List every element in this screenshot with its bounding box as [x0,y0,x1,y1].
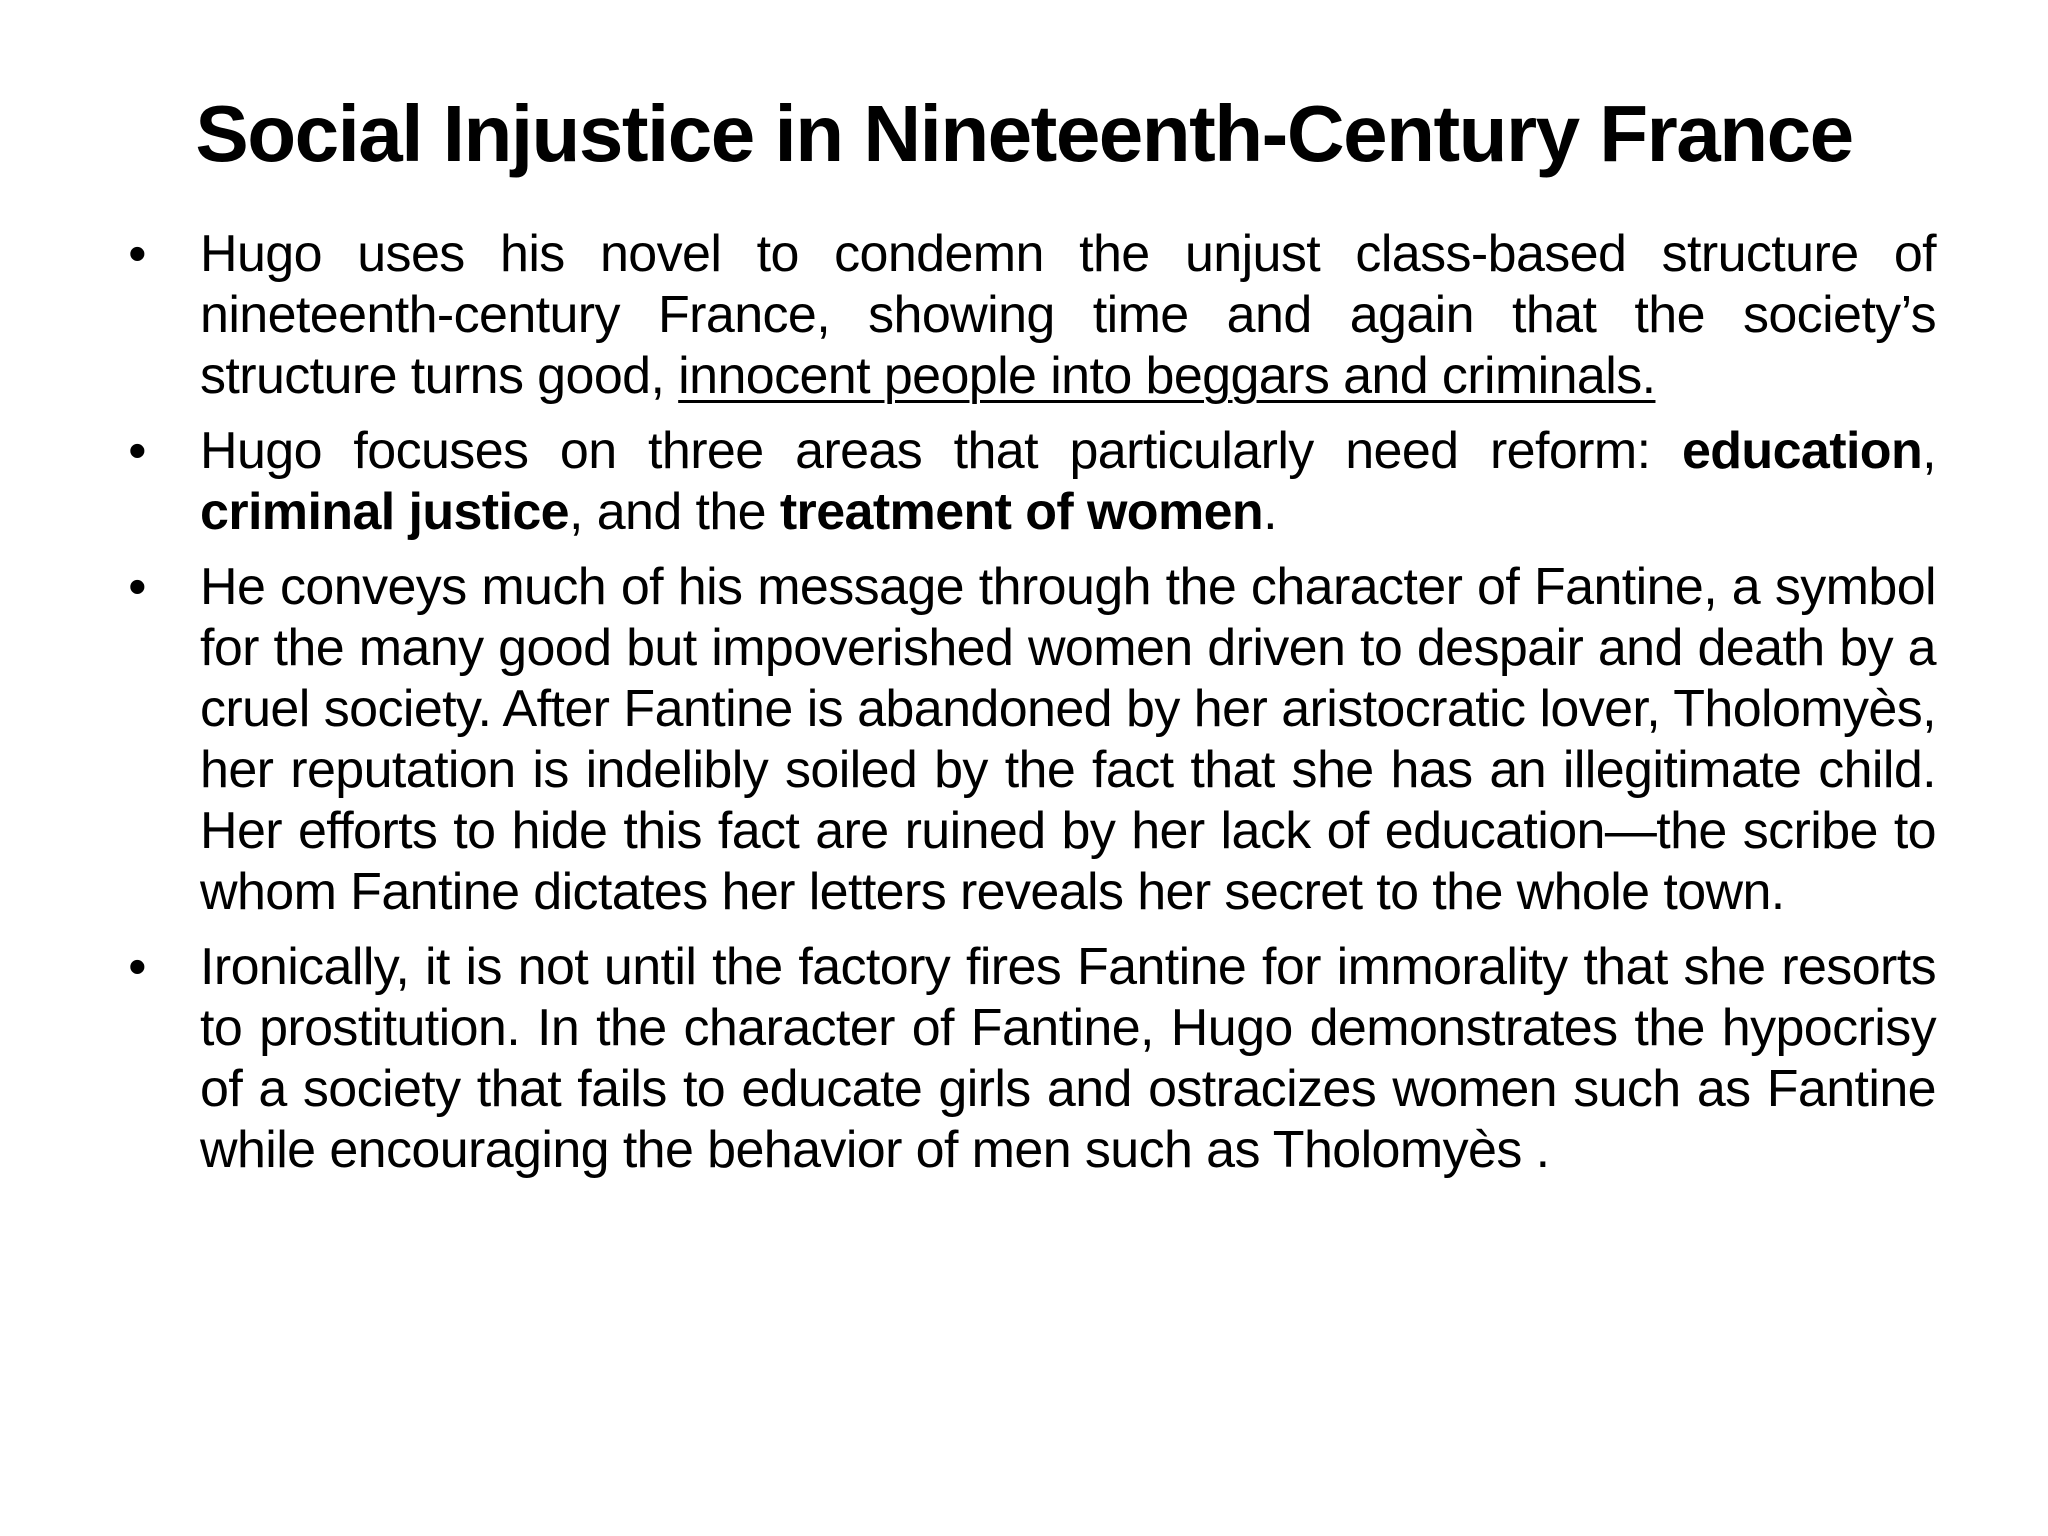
bullet-text: Ironically, it is not until the factory fires Fantine for immorality that she resorts to prostitution. In the character of Fantine, Hugo demonstrates the hypocrisy of a society that fails to educate girls and ostracizes women such as Fantine while encouraging the behavior of men such as Tholomyès . [200,938,1936,1179]
reform-area-education: education [1681,422,1923,480]
text-separator: , and the [569,483,780,541]
underlined-phrase: innocent people into beggars and criminals. [678,347,1656,405]
bullet-marker: • [128,225,146,283]
bullet-text: Hugo uses his novel to condemn the unjust class-based structure of nineteenth-century France, showing time and again that the society’s structure turns good, [200,225,1936,405]
bullet-item-reform-areas [128,421,1936,543]
bullet-text: He conveys much of his message through the character of Fantine, a symbol for the many good but impoverished women driven to despair and death by a cruel society. After Fantine is abandoned by her aristocratic lover, Tholomyès, her reputation is indelibly soiled by the fact that she has an illegitimate child. Her efforts to hide this fact are ruined by her lack of education—the scribe to whom Fantine dictates her letters reveals her secret to the whole town. [200,558,1936,921]
bullet-text: Hugo focuses on three areas that particularly need reform: [200,422,1682,480]
bullet-item-class-structure [128,224,1936,407]
bullet-marker: • [128,938,146,996]
bullet-item-fantine-message [128,557,1936,923]
text-ending: . [1263,483,1277,541]
bullet-marker: • [128,422,146,480]
slide-title: Social Injustice in Nineteenth-Century France [195,89,1853,178]
reform-area-treatment-of-women: treatment of women [779,483,1264,541]
reform-area-criminal-justice: criminal justice [200,483,569,541]
text-separator: , [1922,422,1936,480]
bullet-marker: • [128,558,146,616]
bullet-list [128,224,1936,1195]
bullet-item-hypocrisy [128,937,1936,1181]
